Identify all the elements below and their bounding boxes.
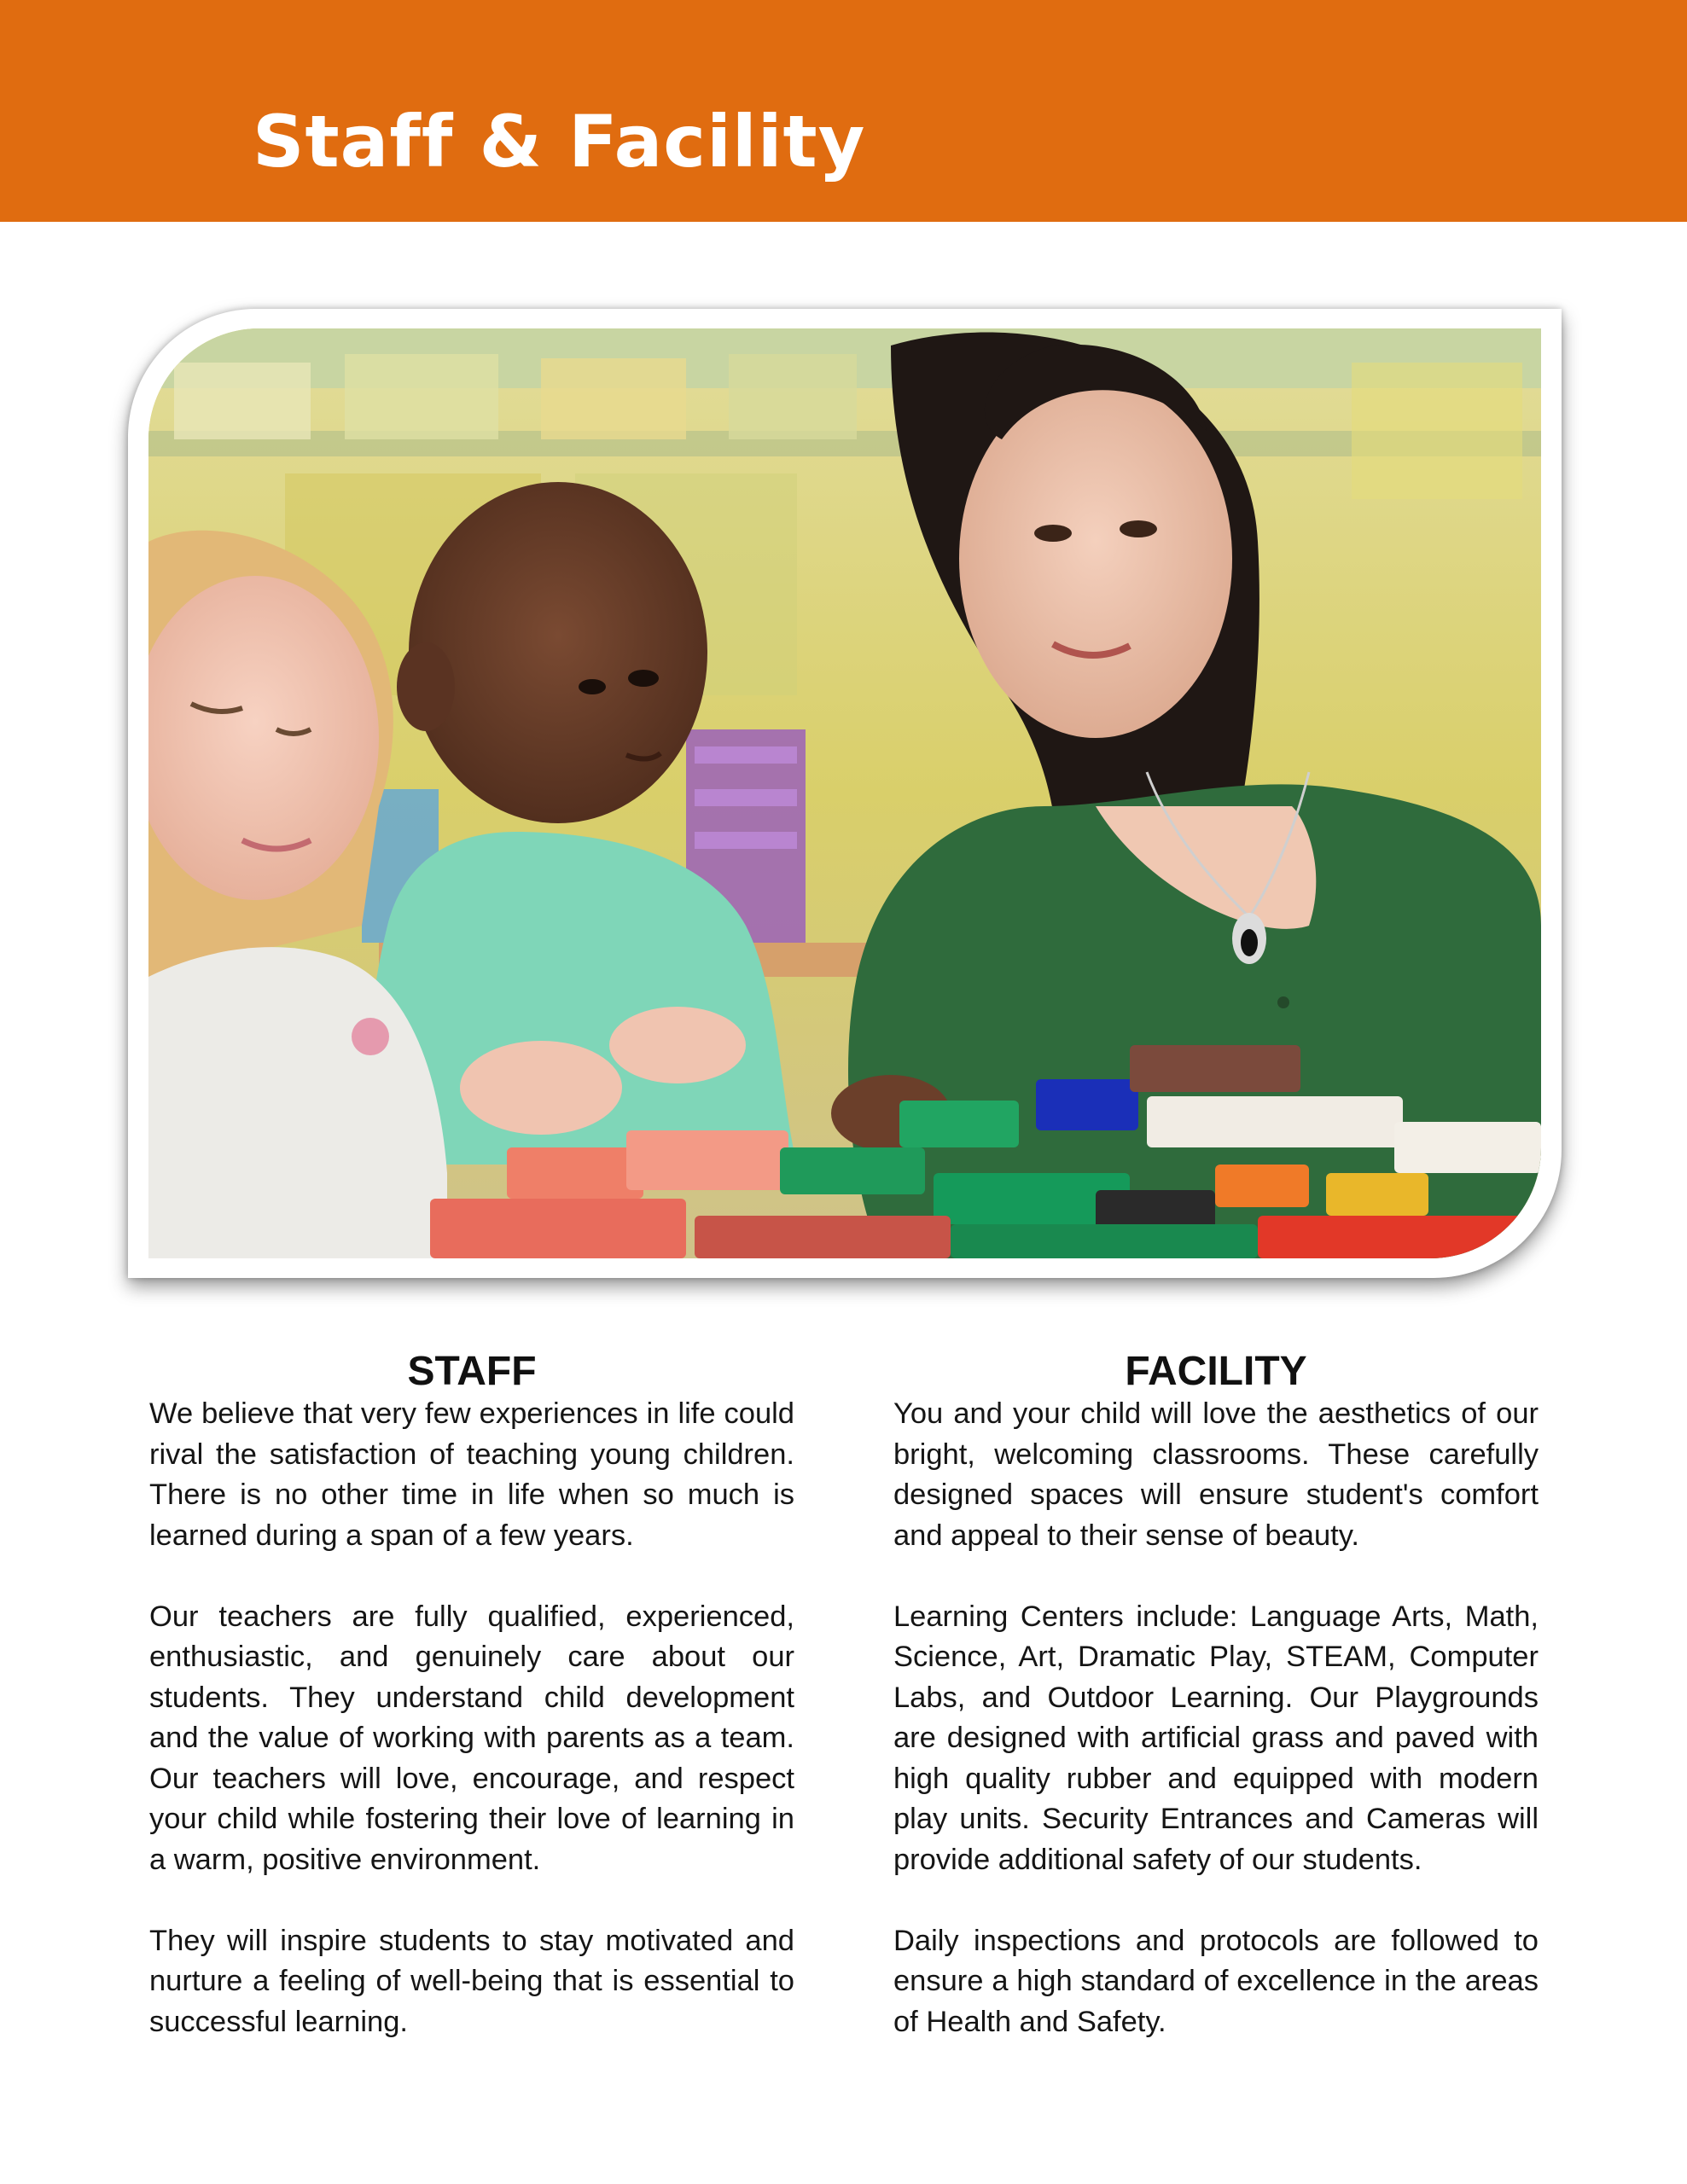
- facility-paragraph-1: You and your child will love the aesthetics of our bright, welcoming classrooms. These carefully designed spaces will ensure student's comfort and appeal to their sense of beauty.: [893, 1397, 1539, 1552]
- classroom-photo: [148, 328, 1541, 1258]
- photo-image-icon: [148, 328, 1541, 1258]
- page-title: Staff & Facility: [253, 100, 866, 183]
- facility-paragraph-3: Daily inspections and protocols are followed to ensure a high standard of excellence in the areas of Health and Safety.: [893, 1924, 1539, 2038]
- facility-section: [893, 1341, 1539, 2083]
- staff-paragraph-3: They will inspire students to stay motivated and nurture a feeling of well-being that is essential to successful learning.: [149, 1924, 794, 2038]
- header-banner: [0, 0, 1687, 222]
- staff-paragraph-1: We believe that very few experiences in life could rival the satisfaction of teaching young children. There is no other time in life when so much is learned during a span of a few years.: [149, 1397, 794, 1552]
- staff-section: [149, 1341, 794, 2083]
- staff-heading: STAFF: [407, 1349, 537, 1394]
- facility-heading: FACILITY: [1125, 1349, 1307, 1394]
- facility-paragraph-2: Learning Centers include: Language Arts, Math, Science, Art, Dramatic Play, STEAM, Computer Labs, and Outdoor Learning. Our Playgrounds are designed with artificial grass and paved with high quality rubber and equipped with modern play units. Security Entrances and Cameras will provide additional safety of our students.: [893, 1600, 1539, 1876]
- staff-paragraph-2: Our teachers are fully qualified, experienced, enthusiastic, and genuinely care about our students. They understand child development and the value of working with parents as a team. Our teachers will love, encourage, and respect your child while fostering their love of learning in a warm, positive environment.: [149, 1600, 794, 1876]
